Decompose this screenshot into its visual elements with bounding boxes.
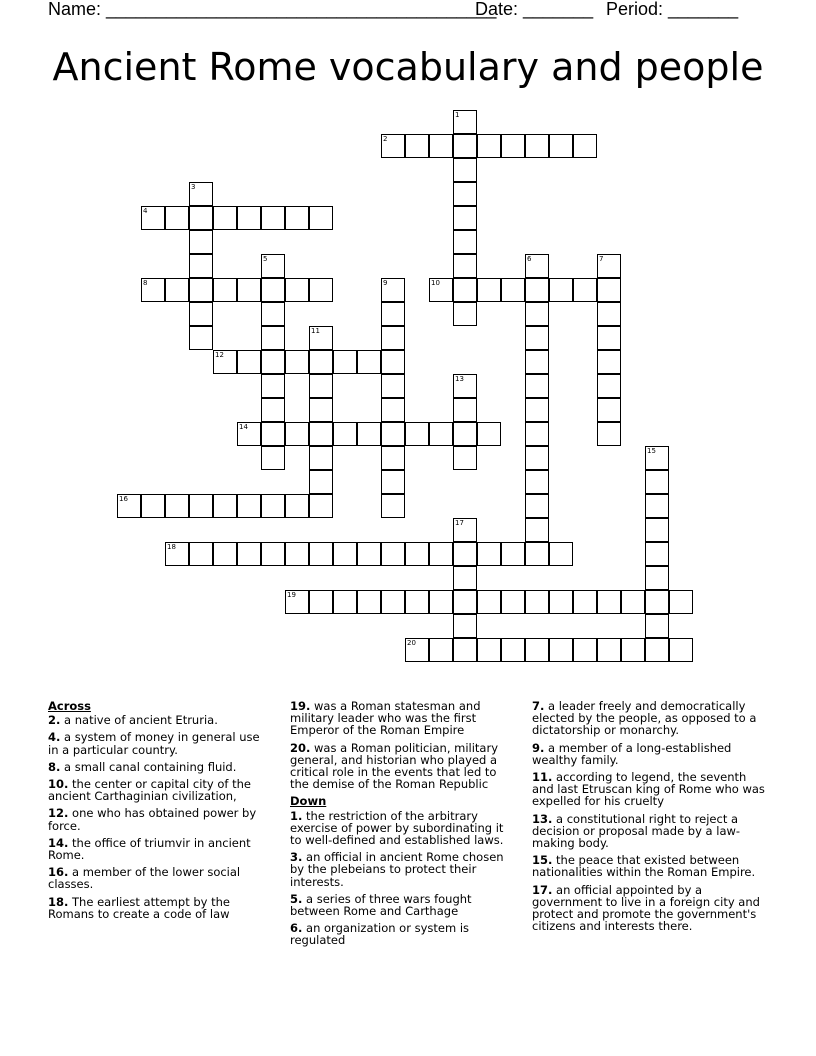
grid-cell[interactable] — [453, 110, 477, 134]
grid-cell[interactable] — [453, 398, 477, 422]
grid-cell[interactable] — [477, 134, 501, 158]
clue-number-label: 2. — [48, 713, 61, 728]
grid-cell[interactable] — [285, 422, 309, 446]
grid-cell[interactable] — [213, 494, 237, 518]
grid-cell[interactable] — [381, 422, 405, 446]
clue-number-label: 13. — [532, 811, 553, 826]
clue-text: an official in ancient Rome chosen by the plebeians to protect their interests. — [290, 850, 504, 889]
grid-cell[interactable] — [381, 302, 405, 326]
grid-cell[interactable] — [525, 590, 549, 614]
grid-cell[interactable] — [405, 134, 429, 158]
grid-cell[interactable] — [261, 350, 285, 374]
clue-item — [48, 731, 270, 755]
clue-item — [290, 742, 512, 791]
grid-cell[interactable] — [525, 398, 549, 422]
grid-cell[interactable] — [453, 446, 477, 470]
grid-cell[interactable] — [525, 542, 549, 566]
clue-number-label: 17. — [532, 882, 553, 897]
grid-cell[interactable] — [309, 422, 333, 446]
grid-cell[interactable] — [501, 134, 525, 158]
clue-number: 18 — [167, 543, 176, 551]
grid-cell[interactable] — [525, 302, 549, 326]
grid-cell[interactable] — [357, 350, 381, 374]
grid-cell[interactable] — [165, 494, 189, 518]
grid-cell[interactable] — [333, 422, 357, 446]
grid-cell[interactable] — [453, 542, 477, 566]
clue-text: a native of ancient Etruria. — [60, 713, 218, 728]
clue-item — [48, 807, 270, 831]
grid-cell[interactable] — [309, 590, 333, 614]
grid-cell[interactable] — [597, 398, 621, 422]
grid-cell[interactable] — [501, 638, 525, 662]
grid-cell[interactable] — [645, 614, 669, 638]
clue-number-label: 20. — [290, 740, 311, 755]
grid-cell[interactable] — [597, 590, 621, 614]
grid-cell[interactable] — [453, 614, 477, 638]
grid-cell[interactable] — [525, 638, 549, 662]
clue-text: an organization or system is regulated — [290, 921, 470, 948]
grid-cell[interactable] — [165, 278, 189, 302]
grid-cell[interactable] — [429, 422, 453, 446]
grid-cell[interactable] — [453, 254, 477, 278]
grid-cell[interactable] — [237, 542, 261, 566]
grid-cell[interactable] — [525, 470, 549, 494]
clue-item — [532, 813, 768, 850]
clue-number-label: 18. — [48, 894, 69, 909]
clue-text: a member of the lower social classes. — [48, 865, 241, 892]
clue-text: a constitutional right to reject a decision or proposal made by a law-making body. — [532, 811, 741, 851]
grid-cell[interactable] — [525, 350, 549, 374]
clue-number-label: 16. — [48, 865, 69, 880]
date-field[interactable]: Date: _______ — [475, 0, 594, 19]
grid-cell[interactable] — [645, 470, 669, 494]
grid-cell[interactable] — [213, 350, 237, 374]
grid-cell[interactable] — [453, 302, 477, 326]
grid-cell[interactable] — [597, 374, 621, 398]
clue-text: the office of triumvir in ancient Rome. — [48, 835, 251, 863]
grid-cell[interactable] — [453, 134, 477, 158]
clue-number: 4 — [143, 207, 148, 215]
grid-cell[interactable] — [309, 326, 333, 350]
grid-cell[interactable] — [333, 590, 357, 614]
grid-cell[interactable] — [501, 278, 525, 302]
grid-cell[interactable] — [213, 542, 237, 566]
grid-cell[interactable] — [453, 374, 477, 398]
clue-number: 12 — [215, 351, 224, 359]
clue-item — [290, 851, 512, 888]
grid-cell[interactable] — [261, 254, 285, 278]
grid-cell[interactable] — [477, 422, 501, 446]
grid-cell[interactable] — [429, 638, 453, 662]
grid-cell[interactable] — [309, 494, 333, 518]
grid-cell[interactable] — [573, 590, 597, 614]
clue-item — [290, 810, 512, 847]
grid-cell[interactable] — [525, 326, 549, 350]
clue-item — [290, 700, 512, 737]
clues-column-1 — [48, 700, 270, 925]
clue-number: 6 — [527, 255, 532, 263]
grid-cell[interactable] — [429, 542, 453, 566]
grid-cell[interactable] — [477, 278, 501, 302]
grid-cell[interactable] — [549, 542, 573, 566]
grid-cell[interactable] — [453, 230, 477, 254]
grid-cell[interactable] — [429, 278, 453, 302]
grid-cell[interactable] — [381, 446, 405, 470]
grid-cell[interactable] — [669, 638, 693, 662]
clue-item — [48, 837, 270, 861]
across-heading: Across — [48, 699, 91, 713]
grid-cell[interactable] — [141, 278, 165, 302]
clue-number: 2 — [383, 135, 388, 143]
grid-cell[interactable] — [165, 206, 189, 230]
clue-number-label: 3. — [290, 850, 303, 865]
clue-number: 9 — [383, 279, 388, 287]
clue-item — [532, 884, 768, 933]
grid-cell[interactable] — [189, 302, 213, 326]
clue-number: 7 — [599, 255, 604, 263]
clue-number-label: 4. — [48, 730, 61, 745]
down-heading: Down — [290, 794, 327, 809]
grid-cell[interactable] — [261, 542, 285, 566]
clue-number: 19 — [287, 591, 296, 599]
grid-cell[interactable] — [261, 494, 285, 518]
grid-cell[interactable] — [525, 518, 549, 542]
grid-cell[interactable] — [453, 278, 477, 302]
grid-cell[interactable] — [381, 326, 405, 350]
clue-number: 13 — [455, 375, 464, 383]
grid-cell[interactable] — [357, 590, 381, 614]
grid-cell[interactable] — [381, 350, 405, 374]
clue-item — [532, 700, 768, 737]
grid-cell[interactable] — [549, 638, 573, 662]
clue-number-label: 7. — [532, 699, 545, 713]
grid-cell[interactable] — [237, 494, 261, 518]
grid-cell[interactable] — [477, 638, 501, 662]
grid-cell[interactable] — [645, 518, 669, 542]
grid-cell[interactable] — [573, 638, 597, 662]
grid-cell[interactable] — [237, 206, 261, 230]
grid-cell[interactable] — [141, 206, 165, 230]
grid-cell[interactable] — [597, 278, 621, 302]
clue-text: one who has obtained power by force. — [48, 806, 257, 833]
clue-number: 17 — [455, 519, 464, 527]
grid-cell[interactable] — [309, 206, 333, 230]
grid-cell[interactable] — [189, 494, 213, 518]
clue-item — [532, 854, 768, 878]
name-field[interactable]: Name: _______________________________________ — [48, 0, 497, 19]
clue-text: a leader freely and democratically elected by the people, as opposed to a dictatorship or monarchy. — [532, 699, 757, 738]
grid-cell[interactable] — [309, 398, 333, 422]
period-field[interactable]: Period: _______ — [606, 0, 739, 19]
grid-cell[interactable] — [525, 278, 549, 302]
grid-cell[interactable] — [237, 422, 261, 446]
clue-number: 1 — [455, 111, 460, 119]
grid-cell[interactable] — [381, 398, 405, 422]
clue-text: the center or capital city of the ancient Carthaginian civilization, — [48, 777, 252, 804]
grid-cell[interactable] — [189, 254, 213, 278]
grid-cell[interactable] — [285, 278, 309, 302]
clue-number: 11 — [311, 327, 320, 335]
grid-cell[interactable] — [189, 278, 213, 302]
grid-cell[interactable] — [597, 302, 621, 326]
grid-cell[interactable] — [237, 278, 261, 302]
clue-number-label: 1. — [290, 808, 303, 823]
grid-cell[interactable] — [525, 422, 549, 446]
grid-cell[interactable] — [309, 542, 333, 566]
grid-cell[interactable] — [285, 350, 309, 374]
grid-cell[interactable] — [477, 542, 501, 566]
grid-cell[interactable] — [429, 590, 453, 614]
grid-cell[interactable] — [381, 494, 405, 518]
clue-text: was a Roman statesman and military leader who was the first Emperor of the Roman Empire — [290, 699, 481, 738]
grid-cell[interactable] — [645, 638, 669, 662]
grid-cell[interactable] — [309, 374, 333, 398]
grid-cell[interactable] — [525, 254, 549, 278]
grid-cell[interactable] — [357, 542, 381, 566]
grid-cell[interactable] — [525, 494, 549, 518]
grid-cell[interactable] — [621, 638, 645, 662]
grid-cell[interactable] — [645, 494, 669, 518]
grid-cell[interactable] — [285, 494, 309, 518]
grid-cell[interactable] — [285, 542, 309, 566]
clue-number-label: 8. — [48, 759, 61, 774]
grid-cell[interactable] — [525, 134, 549, 158]
clue-item — [290, 893, 512, 917]
grid-cell[interactable] — [621, 590, 645, 614]
grid-cell[interactable] — [597, 326, 621, 350]
clue-number: 16 — [119, 495, 128, 503]
grid-cell[interactable] — [453, 206, 477, 230]
clue-item — [48, 866, 270, 890]
clue-item — [48, 778, 270, 802]
grid-cell[interactable] — [117, 494, 141, 518]
grid-cell[interactable] — [597, 638, 621, 662]
grid-cell[interactable] — [525, 374, 549, 398]
grid-cell[interactable] — [453, 566, 477, 590]
grid-cell[interactable] — [525, 446, 549, 470]
clue-text: a system of money in general use in a particular country. — [48, 730, 260, 757]
grid-cell[interactable] — [453, 182, 477, 206]
grid-cell[interactable] — [381, 134, 405, 158]
clue-text: The earliest attempt by the Romans to create a code of law — [48, 894, 230, 921]
grid-cell[interactable] — [261, 446, 285, 470]
clue-number-label: 5. — [290, 891, 303, 906]
grid-cell[interactable] — [669, 590, 693, 614]
grid-cell[interactable] — [285, 590, 309, 614]
grid-cell[interactable] — [237, 350, 261, 374]
clue-item — [48, 761, 270, 773]
clue-number: 14 — [239, 423, 248, 431]
clue-number-label: 10. — [48, 777, 69, 792]
grid-cell[interactable] — [189, 326, 213, 350]
grid-cell[interactable] — [213, 206, 237, 230]
clue-text: according to legend, the seventh and last Etruscan king of Rome who was expelled for his cruelty — [532, 770, 765, 809]
clue-number-label: 11. — [532, 770, 553, 785]
grid-cell[interactable] — [573, 134, 597, 158]
grid-cell[interactable] — [597, 254, 621, 278]
grid-cell[interactable] — [453, 422, 477, 446]
grid-cell[interactable] — [453, 158, 477, 182]
grid-cell[interactable] — [549, 278, 573, 302]
grid-cell[interactable] — [309, 470, 333, 494]
grid-cell[interactable] — [213, 278, 237, 302]
grid-cell[interactable] — [645, 446, 669, 470]
grid-cell[interactable] — [381, 590, 405, 614]
grid-cell[interactable] — [405, 422, 429, 446]
grid-cell[interactable] — [645, 542, 669, 566]
grid-cell[interactable] — [405, 542, 429, 566]
grid-cell[interactable] — [453, 518, 477, 542]
clue-text: a small canal containing fluid. — [60, 759, 237, 774]
clue-text: the restriction of the arbitrary exercise of power by subordinating it to well-defined and established laws. — [290, 808, 504, 848]
clue-item — [48, 896, 270, 920]
grid-cell[interactable] — [381, 542, 405, 566]
clue-number-label: 6. — [290, 921, 303, 936]
clue-number-label: 14. — [48, 835, 69, 850]
clue-number: 15 — [647, 447, 656, 455]
clue-item — [532, 771, 768, 808]
grid-cell[interactable] — [189, 182, 213, 206]
grid-cell[interactable] — [549, 134, 573, 158]
clue-number: 3 — [191, 183, 196, 191]
grid-cell[interactable] — [381, 278, 405, 302]
grid-cell[interactable] — [453, 590, 477, 614]
grid-cell[interactable] — [141, 494, 165, 518]
grid-cell[interactable] — [189, 542, 213, 566]
clue-number: 8 — [143, 279, 148, 287]
grid-cell[interactable] — [261, 422, 285, 446]
grid-cell[interactable] — [261, 278, 285, 302]
clue-text: the peace that existed between nationalities within the Roman Empire. — [532, 853, 756, 880]
clues-column-2 — [290, 700, 512, 952]
grid-cell[interactable] — [261, 302, 285, 326]
clue-number-label: 9. — [532, 740, 545, 755]
clue-number-label: 19. — [290, 699, 311, 713]
grid-cell[interactable] — [261, 206, 285, 230]
grid-cell[interactable] — [381, 374, 405, 398]
grid-cell[interactable] — [189, 230, 213, 254]
grid-cell[interactable] — [333, 350, 357, 374]
grid-cell[interactable] — [405, 590, 429, 614]
grid-cell[interactable] — [549, 590, 573, 614]
grid-cell[interactable] — [333, 542, 357, 566]
grid-cell[interactable] — [309, 446, 333, 470]
grid-cell[interactable] — [261, 374, 285, 398]
grid-cell[interactable] — [357, 422, 381, 446]
grid-cell[interactable] — [477, 590, 501, 614]
grid-cell[interactable] — [597, 350, 621, 374]
clues-column-3 — [532, 700, 768, 937]
grid-cell[interactable] — [453, 638, 477, 662]
clue-text: a member of a long-established wealthy family. — [532, 740, 732, 767]
grid-cell[interactable] — [405, 638, 429, 662]
clue-item — [48, 714, 270, 726]
grid-cell[interactable] — [501, 542, 525, 566]
grid-cell[interactable] — [597, 422, 621, 446]
clue-number: 10 — [431, 279, 440, 287]
grid-cell[interactable] — [381, 470, 405, 494]
clue-text: was a Roman politician, military general, and historian who played a critical role in the events that led to the demise of the Roman Republic — [290, 740, 499, 792]
clue-number: 5 — [263, 255, 268, 263]
clue-number-label: 15. — [532, 853, 553, 868]
grid-cell[interactable] — [285, 206, 309, 230]
clue-text: an official appointed by a government to live in a foreign city and protect and promote the government's citizens and interests there. — [532, 882, 760, 934]
page-title: Ancient Rome vocabulary and people — [52, 45, 764, 89]
grid-cell[interactable] — [429, 134, 453, 158]
grid-cell[interactable] — [261, 398, 285, 422]
grid-cell[interactable] — [309, 350, 333, 374]
clue-item — [290, 922, 512, 946]
clue-number-label: 12. — [48, 806, 69, 821]
grid-cell[interactable] — [189, 206, 213, 230]
grid-cell[interactable] — [645, 590, 669, 614]
grid-cell[interactable] — [645, 566, 669, 590]
clue-text: a series of three wars fought between Rome and Carthage — [290, 891, 472, 919]
grid-cell[interactable] — [309, 278, 333, 302]
grid-cell[interactable] — [165, 542, 189, 566]
clue-item — [532, 742, 768, 766]
grid-cell[interactable] — [501, 590, 525, 614]
clue-number: 20 — [407, 639, 416, 647]
grid-cell[interactable] — [261, 326, 285, 350]
grid-cell[interactable] — [573, 278, 597, 302]
